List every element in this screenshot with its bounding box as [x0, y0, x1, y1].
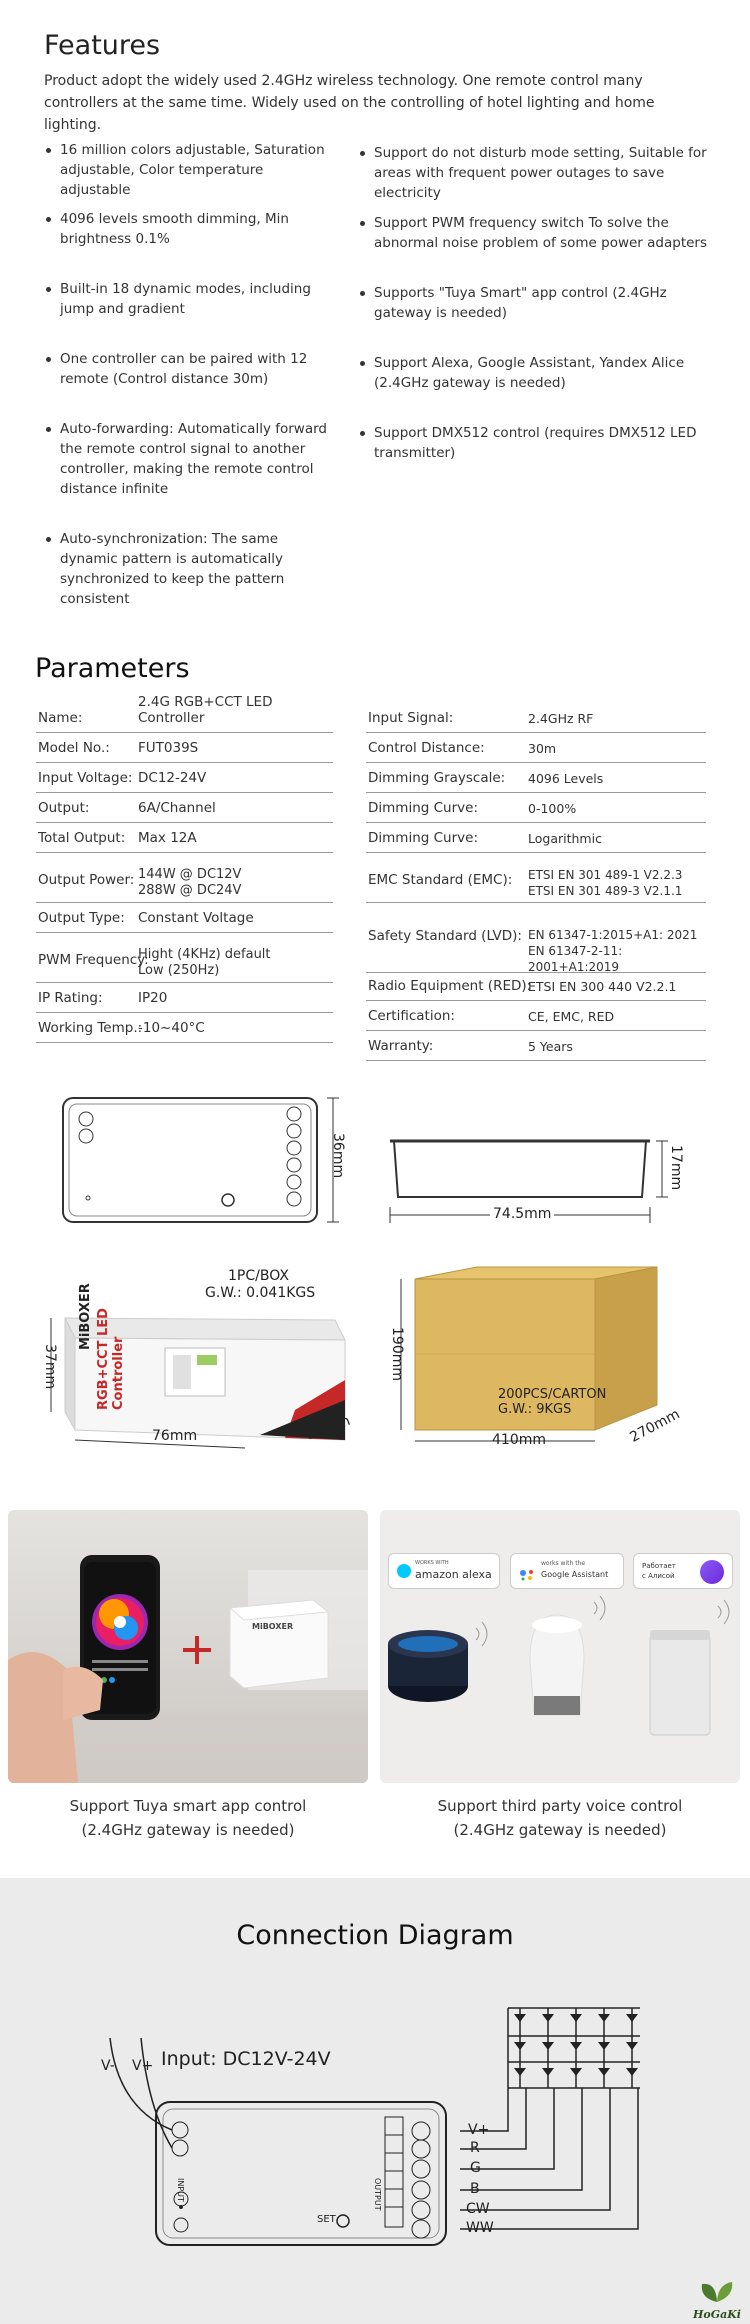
- param-row: Radio Equipment (RED): ETSI EN 300 440 V2.2.1: [366, 973, 706, 1001]
- voice-caption: Support third party voice control (2.4GHz gateway is needed): [437, 1797, 683, 1839]
- output-r-label: R: [470, 2140, 480, 2156]
- output-cw-label: CW: [466, 2201, 490, 2217]
- set-button-label: SET: [317, 2214, 336, 2225]
- output-ww-label: WW: [466, 2220, 494, 2236]
- output-b-label: B: [470, 2181, 480, 2197]
- param-row: Warranty: 5 Years: [366, 1031, 706, 1061]
- wiring-diagram: [0, 1878, 750, 2324]
- carton-depth-label: 270mm: [627, 1406, 683, 1446]
- feature-item: 4096 levels smooth dimming, Min brightness 0.1%: [46, 209, 336, 249]
- param-row: IP Rating: IP20: [36, 983, 333, 1013]
- param-row: Safety Standard (LVD): EN 61347-1:2015+A1: 2021 EN 61347-2-11: 2001+A1:2019: [366, 903, 706, 973]
- carton-weight: G.W.: 9KGS: [498, 1402, 572, 1417]
- v-minus-label: V-: [101, 2058, 115, 2074]
- param-row: Working Temp.: -10~40°C: [36, 1013, 333, 1043]
- feature-item: Auto-synchronization: The same dynamic pattern is automatically synchronized to keep the pattern consistent: [46, 529, 336, 609]
- output-terminal-label: OUTPUT: [373, 2178, 382, 2211]
- param-row: EMC Standard (EMC): ETSI EN 301 489-1 V2.2.3 ETSI EN 301 489-3 V2.1.1: [366, 853, 706, 903]
- feature-item: Auto-forwarding: Automatically forward the remote control signal to another controller, making the remote control distance infinite: [46, 419, 336, 499]
- input-terminal-label: INPUT: [176, 2178, 185, 2202]
- feature-item: Built-in 18 dynamic modes, including jump and gradient: [46, 279, 336, 319]
- connection-title: Connection Diagram: [236, 1920, 514, 1951]
- alice-badge: Работает с Алисой: [633, 1553, 733, 1589]
- carton-quantity: 200PCS/CARTON: [498, 1387, 607, 1402]
- side-height-label: 17mm: [668, 1145, 684, 1191]
- param-row: Output Type: Constant Voltage: [36, 903, 333, 933]
- side-length-label: 74.5mm: [490, 1206, 554, 1222]
- param-row: Output: 6A/Channel: [36, 793, 333, 823]
- param-row: Dimming Curve: Logarithmic: [366, 823, 706, 853]
- features-intro: Product adopt the widely used 2.4GHz wireless technology. One remote control many controllers at the same time. Widely used on the controlling of hotel lighting and home lighting.: [44, 73, 655, 133]
- box-weight: G.W.: 0.041KGS: [205, 1285, 316, 1301]
- controller-top-drawing: [55, 1090, 355, 1230]
- feature-item: 16 million colors adjustable, Saturation adjustable, Color temperature adjustable: [46, 140, 336, 200]
- box-height-label: 37mm: [42, 1344, 58, 1390]
- param-row: PWM Frequency: Hight (4KHz) default Low (250Hz): [36, 933, 333, 983]
- top-height-label: 36mm: [330, 1133, 346, 1179]
- param-row: Model No.: FUT039S: [36, 733, 333, 763]
- output-g-label: G: [470, 2160, 481, 2176]
- output-vplus-label: V+: [468, 2122, 490, 2138]
- carton-height-label: 190mm: [389, 1327, 405, 1381]
- param-row: Dimming Grayscale: 4096 Levels: [366, 763, 706, 793]
- param-row: Output Power: 144W @ DC12V 288W @ DC24V: [36, 853, 333, 903]
- gateway-brand: MiBOXER: [252, 1622, 294, 1631]
- connection-diagram-section: [0, 1878, 750, 2324]
- feature-item: Support DMX512 control (requires DMX512 LED transmitter): [360, 423, 725, 463]
- v-plus-label: V+: [132, 2058, 154, 2074]
- features-section: [0, 0, 750, 607]
- param-row: Certification: CE, EMC, RED: [366, 1001, 706, 1031]
- param-row: Dimming Curve: 0-100%: [366, 793, 706, 823]
- feature-item: One controller can be paired with 12 remote (Control distance 30m): [46, 349, 336, 389]
- box-quantity: 1PC/BOX: [228, 1268, 289, 1284]
- box-brand: MiBOXER: [78, 1283, 93, 1350]
- param-row: Name: 2.4G RGB+CCT LED Controller: [36, 703, 333, 733]
- parameters-title: Parameters: [35, 653, 190, 684]
- tuya-caption: Support Tuya smart app control (2.4GHz gateway is needed): [69, 1797, 307, 1839]
- voice-control-photo: [380, 1510, 740, 1783]
- carton-width-label: 410mm: [492, 1432, 546, 1448]
- features-title: Features: [44, 30, 161, 61]
- feature-item: Support PWM frequency switch To solve the abnormal noise problem of some power adapters: [360, 213, 725, 253]
- box-depth-label: 24mm: [304, 1412, 353, 1444]
- alexa-badge: WORKS WITH amazon alexa: [388, 1553, 500, 1589]
- tuya-app-photo: [8, 1510, 368, 1783]
- box-width-label: 76mm: [152, 1428, 198, 1444]
- box-product: RGB+CCT LED Controller: [96, 1308, 126, 1410]
- leaf-icon: [690, 2278, 744, 2304]
- feature-item: Supports "Tuya Smart" app control (2.4GHz gateway is needed): [360, 283, 725, 323]
- param-row: Control Distance: 30m: [366, 733, 706, 763]
- feature-item: Support Alexa, Google Assistant, Yandex Alice (2.4GHz gateway is needed): [360, 353, 725, 393]
- watermark-logo: HoGaKi: [690, 2278, 744, 2318]
- input-voltage-label: Input: DC12V-24V: [161, 2048, 331, 2070]
- param-row: Input Signal: 2.4GHz RF: [366, 703, 706, 733]
- google-badge: works with the Google Assistant: [510, 1553, 624, 1589]
- feature-item: Support do not disturb mode setting, Suitable for areas with frequent power outages to save electricity: [360, 143, 725, 203]
- param-row: Total Output: Max 12A: [36, 823, 333, 853]
- param-row: Input Voltage: DC12-24V: [36, 763, 333, 793]
